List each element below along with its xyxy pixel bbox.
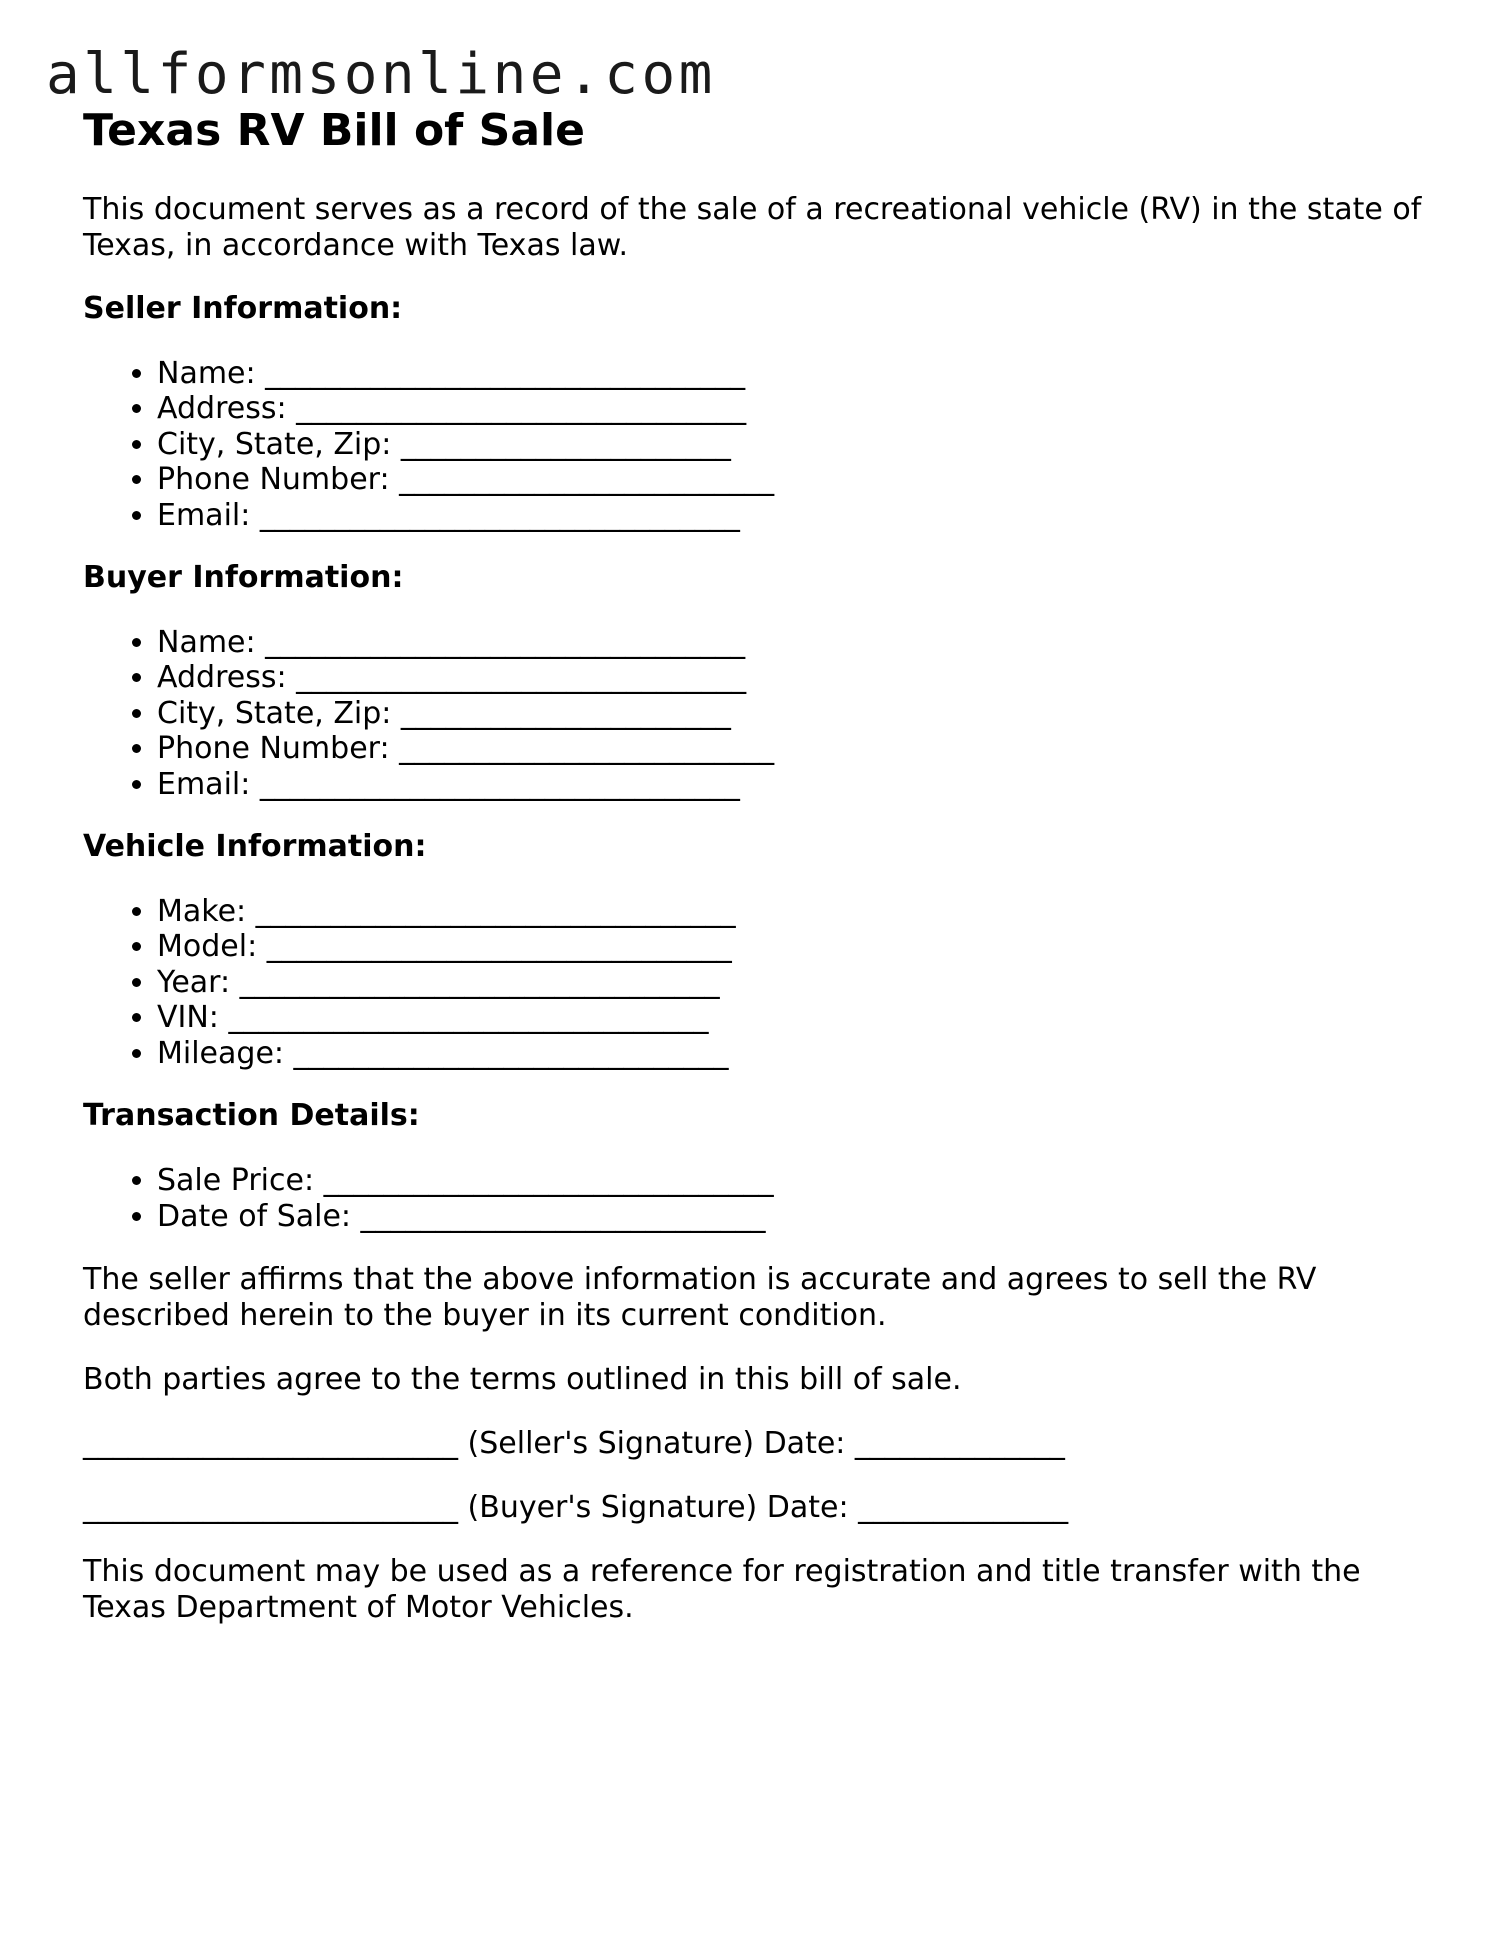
vehicle-vin-field[interactable]: • VIN: ________________________________ xyxy=(157,1000,1423,1035)
buyer-city-state-zip-field[interactable]: • City, State, Zip: ______________________ xyxy=(157,696,1423,731)
seller-address-field[interactable]: • Address: ______________________________ xyxy=(157,391,1423,426)
sale-price-field[interactable]: • Sale Price: ______________________________ xyxy=(157,1163,1423,1198)
document-body xyxy=(83,100,1423,1626)
document-title: Texas RV Bill of Sale xyxy=(83,105,585,156)
buyer-fields-list xyxy=(83,625,1423,802)
vehicle-year-field[interactable]: • Year: ________________________________ xyxy=(157,965,1423,1000)
vehicle-make-field[interactable]: • Make: ________________________________ xyxy=(157,894,1423,929)
buyer-email-field[interactable]: • Email: ________________________________ xyxy=(157,767,1423,802)
transaction-section-heading: Transaction Details: xyxy=(83,1098,420,1134)
date-of-sale-field[interactable]: • Date of Sale: ___________________________ xyxy=(157,1199,1423,1234)
seller-email-field[interactable]: • Email: ________________________________ xyxy=(157,498,1423,533)
buyer-phone-field[interactable]: • Phone Number: _________________________ xyxy=(157,731,1423,766)
vehicle-model-field[interactable]: • Model: _______________________________ xyxy=(157,929,1423,964)
seller-fields-list xyxy=(83,356,1423,533)
affirmation-paragraph: The seller affirms that the above information is accurate and agrees to sell the RV described herein to the buyer in its current condition. xyxy=(83,1261,1317,1333)
buyer-name-field[interactable]: • Name: ________________________________ xyxy=(157,625,1423,660)
buyer-signature-line[interactable]: _________________________ (Buyer's Signature) Date: ______________ xyxy=(83,1489,1069,1525)
vehicle-section-heading: Vehicle Information: xyxy=(83,829,427,865)
agreement-paragraph: Both parties agree to the terms outlined in this bill of sale. xyxy=(83,1361,962,1397)
seller-section-heading: Seller Information: xyxy=(83,291,403,326)
transaction-fields-list xyxy=(83,1163,1423,1234)
buyer-address-field[interactable]: • Address: ______________________________ xyxy=(157,660,1423,695)
buyer-section-heading: Buyer Information: xyxy=(83,560,404,596)
vehicle-mileage-field[interactable]: • Mileage: _____________________________ xyxy=(157,1036,1423,1071)
seller-phone-field[interactable]: • Phone Number: _________________________ xyxy=(157,462,1423,497)
intro-paragraph: This document serves as a record of the sale of a recreational vehicle (RV) in the state of Texas, in accordance with Texas law. xyxy=(83,192,1422,263)
seller-name-field[interactable]: • Name: ________________________________ xyxy=(157,356,1423,391)
vehicle-fields-list xyxy=(83,894,1423,1071)
watermark-logo: allformsonline.com xyxy=(46,42,716,107)
seller-city-state-zip-field[interactable]: • City, State, Zip: ______________________ xyxy=(157,427,1423,462)
footer-note: This document may be used as a reference for registration and title transfer with the Texas Department of Motor Vehicles. xyxy=(83,1553,1361,1625)
seller-signature-line[interactable]: _________________________ (Seller's Signature) Date: ______________ xyxy=(83,1425,1065,1461)
